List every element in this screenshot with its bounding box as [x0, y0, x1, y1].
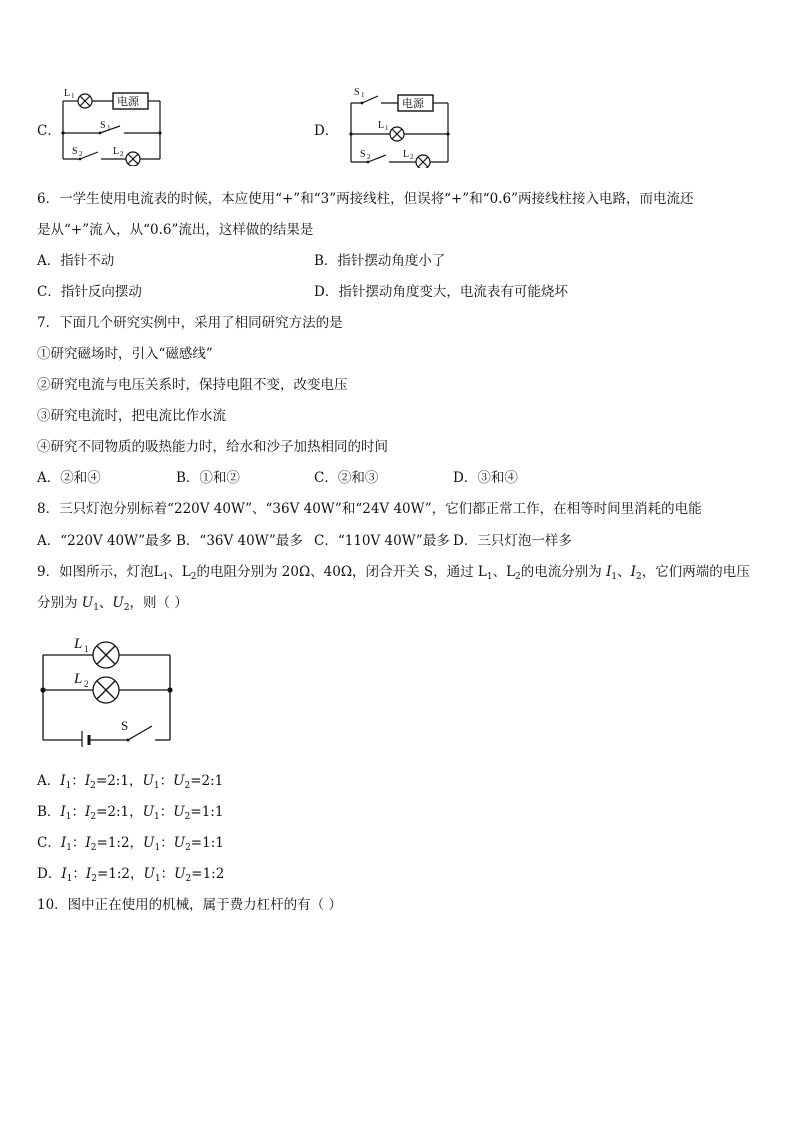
- q9-L2-sub: 2: [84, 679, 89, 689]
- q9-L1-sub: 1: [84, 644, 89, 654]
- q5c-L1-label: L: [64, 88, 71, 99]
- q6-stem-line1: 6．一学生使用电流表的时候，本应使用“+”和“3”两接线柱，但误将“+”和“0.6”两接线柱接入电路，而电流还: [37, 191, 694, 207]
- q9-option-a[interactable]: A．$I_1$：$I_2=2:1$，$U_1$：$U_2=2:1$: [37, 773, 224, 791]
- q6-stem-line2: 是从“+”流入，从“0.6”流出，这样做的结果是: [37, 222, 314, 238]
- q10-stem: 10．图中正在使用的机械，属于费力杠杆的有（ ）: [37, 897, 342, 913]
- q5d-S1-sub: 1: [361, 91, 365, 99]
- q7-item-4: ④研究不同物质的吸热能力时，给水和沙子加热相同的时间: [37, 439, 388, 455]
- q5c-L2-label: L: [113, 146, 120, 157]
- q5c-L1-sub: 1: [71, 92, 75, 100]
- q9-S-label: S: [121, 718, 129, 733]
- q8-option-c[interactable]: C．“110V 40W”最多: [314, 533, 450, 549]
- q5c-S1-label: S: [100, 120, 106, 131]
- q7-item-2: ②研究电流与电压关系时，保持电阻不变，改变电压: [37, 377, 348, 393]
- q7-stem: 7．下面几个研究实例中，采用了相同研究方法的是: [37, 315, 343, 331]
- q7-option-c[interactable]: C．②和③: [314, 470, 379, 486]
- q7-item-1: ①研究磁场时，引入“磁感线”: [37, 346, 213, 362]
- q5d-L2-sub: 2: [410, 153, 414, 161]
- q5d-S1-label: S: [354, 87, 360, 98]
- q9-option-b[interactable]: B．$I_1$：$I_2=2:1$，$U_1$：$U_2=1:1$: [37, 804, 224, 822]
- q9-option-c[interactable]: C．$I_1$：$I_2=1:2$，$U_1$：$U_2=1:1$: [37, 835, 224, 853]
- q8-option-b[interactable]: B．“36V 40W”最多: [176, 533, 303, 549]
- q5c-L2-sub: 2: [120, 150, 124, 158]
- q5-option-c-label: C．: [37, 123, 61, 139]
- q7-item-3: ③研究电流时，把电流比作水流: [37, 408, 226, 424]
- q5-option-d-circuit: [346, 84, 456, 168]
- q5d-L1-label: L: [378, 120, 385, 131]
- q5d-L2-label: L: [403, 149, 410, 160]
- q7-option-b[interactable]: B．①和②: [176, 470, 240, 486]
- q8-option-a[interactable]: A．“220V 40W”最多: [37, 533, 173, 549]
- q6-option-a[interactable]: A．指针不动: [37, 253, 115, 269]
- q9-L2-label: L: [74, 671, 83, 687]
- q6-option-b[interactable]: B．指针摆动角度小了: [314, 253, 446, 269]
- q5c-S1-sub: 1: [107, 124, 111, 132]
- q6-option-c[interactable]: C．指针反向摆动: [37, 284, 142, 300]
- q5c-source-label: 电源: [117, 96, 139, 108]
- q5d-S2-label: S: [360, 149, 366, 160]
- q7-option-a[interactable]: A．②和④: [37, 470, 101, 486]
- q5c-S2-sub: 2: [79, 150, 83, 158]
- q8-option-d[interactable]: D．三只灯泡一样多: [453, 533, 572, 549]
- q5d-L1-sub: 1: [385, 124, 389, 132]
- q5d-S2-sub: 2: [367, 153, 371, 161]
- q5-option-d-label: D．: [314, 123, 339, 139]
- q6-option-d[interactable]: D．指针摆动角度变大，电流表有可能烧坏: [314, 284, 568, 300]
- q8-stem: 8．三只灯泡分别标着“220V 40W”、“36V 40W”和“24V 40W”，它们都正常工作，在相等时间里消耗的电能: [37, 501, 702, 517]
- q5d-source-label: 电源: [402, 98, 424, 110]
- q9-L1-label: L: [74, 636, 83, 652]
- q7-option-d[interactable]: D．③和④: [453, 470, 518, 486]
- q9-stem-line1: 9．如图所示，灯泡$L_1$、$L_2$的电阻分别为 20Ω、40Ω，闭合开关 S，通过 $L_1$、$L_2$的电流分别为 $I_1$、$I_2$，它们两端的电压: [37, 564, 750, 582]
- q9-stem-line2: 分别为 $U_1$、$U_2$，则（ ）: [37, 595, 188, 613]
- q9-circuit-diagram: [38, 632, 178, 747]
- q5c-S2-label: S: [72, 146, 78, 157]
- q5-option-c-circuit: [58, 84, 168, 166]
- q9-option-d[interactable]: D．$I_1$：$I_2=1:2$，$U_1$：$U_2=1:2$: [37, 866, 225, 884]
